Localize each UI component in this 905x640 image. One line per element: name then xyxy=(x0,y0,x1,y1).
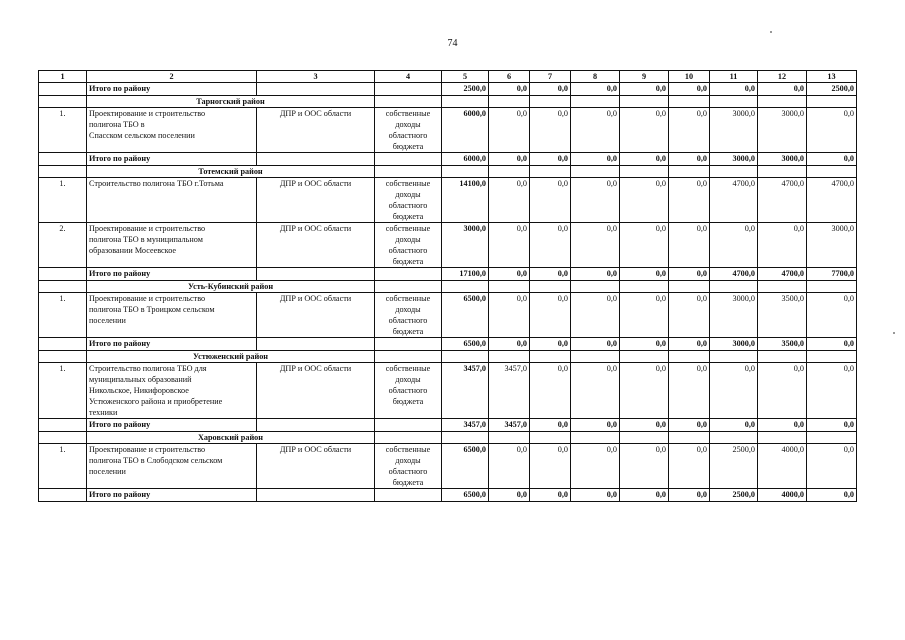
item-description-line: Проектирование и строительство xyxy=(89,294,206,303)
total-value: 2500,0 xyxy=(807,83,857,96)
item-value: 6500,0 xyxy=(442,293,489,338)
item-value: 0,0 xyxy=(489,293,530,338)
empty-cell xyxy=(530,166,571,178)
column-header: 11 xyxy=(710,71,758,83)
item-value: 0,0 xyxy=(620,223,669,268)
item-description-line: полигона ТБО в xyxy=(89,120,145,129)
item-funding-line: бюджета xyxy=(392,142,424,151)
empty-cell xyxy=(571,351,620,363)
item-row xyxy=(39,223,857,268)
item-value: 0,0 xyxy=(530,293,571,338)
district-total-row xyxy=(39,268,857,281)
item-number: 1. xyxy=(39,108,87,153)
total-value: 0,0 xyxy=(620,153,669,166)
item-value: 0,0 xyxy=(669,363,710,419)
item-value: 0,0 xyxy=(489,178,530,223)
total-value: 0,0 xyxy=(669,83,710,96)
item-number: 1. xyxy=(39,178,87,223)
total-label: Итого по району xyxy=(87,489,257,502)
item-value: 0,0 xyxy=(530,178,571,223)
total-label: Итого по району xyxy=(87,419,257,432)
item-value: 0,0 xyxy=(489,444,530,489)
item-funding-line: доходы xyxy=(395,305,421,314)
item-funding-line: областного xyxy=(388,201,428,210)
item-description-line: поселении xyxy=(89,316,126,325)
total-value: 0,0 xyxy=(758,83,807,96)
item-funding-line: областного xyxy=(388,246,428,255)
item-description-line: полигона ТБО в Троицком сельском xyxy=(89,305,215,314)
empty-cell xyxy=(669,166,710,178)
empty-cell xyxy=(758,96,807,108)
total-value: 0,0 xyxy=(710,83,758,96)
item-funding-line: областного xyxy=(388,316,428,325)
district-name: Тарногский район xyxy=(87,96,375,108)
item-value: 0,0 xyxy=(620,108,669,153)
page-number: 74 xyxy=(447,38,458,49)
empty-cell xyxy=(375,338,442,351)
item-value: 0,0 xyxy=(530,363,571,419)
total-label: Итого по району xyxy=(87,338,257,351)
empty-cell xyxy=(375,419,442,432)
item-value: 3000,0 xyxy=(442,223,489,268)
total-value: 0,0 xyxy=(669,489,710,502)
item-row xyxy=(39,178,857,223)
item-description-line: Проектирование и строительство xyxy=(89,109,206,118)
empty-cell xyxy=(669,96,710,108)
empty-cell xyxy=(442,281,489,293)
total-value: 0,0 xyxy=(620,489,669,502)
empty-cell xyxy=(620,166,669,178)
total-value: 0,0 xyxy=(489,153,530,166)
item-value: 0,0 xyxy=(669,223,710,268)
total-value: 0,0 xyxy=(530,489,571,502)
empty-cell xyxy=(489,166,530,178)
item-funding-line: доходы xyxy=(395,190,421,199)
district-total-row xyxy=(39,489,857,502)
item-value: 0,0 xyxy=(669,108,710,153)
total-value: 0,0 xyxy=(530,338,571,351)
item-funding-line: бюджета xyxy=(392,327,424,336)
item-value: 0,0 xyxy=(571,178,620,223)
item-executor: ДПР и ООС области xyxy=(257,293,375,338)
column-header: 10 xyxy=(669,71,710,83)
total-value: 3457,0 xyxy=(489,419,530,432)
item-funding-line: собственные xyxy=(385,445,431,454)
item-executor: ДПР и ООС области xyxy=(257,363,375,419)
column-header: 1 xyxy=(39,71,87,83)
total-value: 0,0 xyxy=(710,419,758,432)
item-funding-line: собственные xyxy=(385,109,431,118)
item-funding-line: собственные xyxy=(385,294,431,303)
empty-cell xyxy=(39,268,87,281)
total-value: 3000,0 xyxy=(710,153,758,166)
item-value: 0,0 xyxy=(669,444,710,489)
item-value: 0,0 xyxy=(620,178,669,223)
item-funding-source xyxy=(375,178,442,223)
empty-cell xyxy=(758,432,807,444)
total-value: 0,0 xyxy=(758,419,807,432)
item-value: 2500,0 xyxy=(710,444,758,489)
total-value: 3000,0 xyxy=(758,153,807,166)
item-executor: ДПР и ООС области xyxy=(257,108,375,153)
total-value: 0,0 xyxy=(669,153,710,166)
item-executor: ДПР и ООС области xyxy=(257,178,375,223)
item-value: 6500,0 xyxy=(442,444,489,489)
item-funding-line: собственные xyxy=(385,224,431,233)
item-executor: ДПР и ООС области xyxy=(257,223,375,268)
item-description-line: поселении xyxy=(89,467,126,476)
empty-cell xyxy=(530,281,571,293)
total-row xyxy=(39,83,857,96)
empty-cell xyxy=(710,351,758,363)
item-value: 0,0 xyxy=(571,293,620,338)
column-header: 2 xyxy=(87,71,257,83)
item-funding-line: областного xyxy=(388,467,428,476)
item-description xyxy=(87,444,257,489)
total-value: 4000,0 xyxy=(758,489,807,502)
item-value: 3000,0 xyxy=(710,108,758,153)
item-description-line: Никольское, Никифоровское xyxy=(89,386,189,395)
item-value: 4000,0 xyxy=(758,444,807,489)
item-funding-line: доходы xyxy=(395,375,421,384)
total-value: 6000,0 xyxy=(442,153,489,166)
item-number: 1. xyxy=(39,293,87,338)
column-header: 9 xyxy=(620,71,669,83)
district-row xyxy=(39,166,857,178)
total-value: 0,0 xyxy=(530,153,571,166)
item-value: 0,0 xyxy=(669,178,710,223)
item-description-line: Проектирование и строительство xyxy=(89,445,206,454)
total-value: 0,0 xyxy=(489,268,530,281)
item-value: 0,0 xyxy=(489,108,530,153)
item-description-line: техники xyxy=(89,408,118,417)
total-value: 3457,0 xyxy=(442,419,489,432)
empty-cell xyxy=(375,281,442,293)
total-value: 3500,0 xyxy=(758,338,807,351)
empty-cell xyxy=(39,153,87,166)
item-executor: ДПР и ООС области xyxy=(257,444,375,489)
total-value: 0,0 xyxy=(620,338,669,351)
total-value: 0,0 xyxy=(807,338,857,351)
item-value: 3500,0 xyxy=(758,293,807,338)
total-value: 0,0 xyxy=(669,419,710,432)
district-total-row xyxy=(39,338,857,351)
item-value: 0,0 xyxy=(710,363,758,419)
empty-cell xyxy=(39,166,87,178)
item-value: 3000,0 xyxy=(758,108,807,153)
empty-cell xyxy=(375,96,442,108)
column-header: 12 xyxy=(758,71,807,83)
total-value: 0,0 xyxy=(571,419,620,432)
empty-cell xyxy=(571,281,620,293)
item-funding-line: бюджета xyxy=(392,257,424,266)
item-description-line: Строительство полигона ТБО для xyxy=(89,364,207,373)
item-value: 0,0 xyxy=(669,293,710,338)
item-row xyxy=(39,108,857,153)
district-row xyxy=(39,351,857,363)
total-value: 0,0 xyxy=(571,83,620,96)
empty-cell xyxy=(39,489,87,502)
item-funding-source xyxy=(375,363,442,419)
empty-cell xyxy=(571,96,620,108)
empty-cell xyxy=(710,96,758,108)
empty-cell xyxy=(669,281,710,293)
item-value: 0,0 xyxy=(571,223,620,268)
total-value: 0,0 xyxy=(571,153,620,166)
empty-cell xyxy=(489,432,530,444)
total-value: 0,0 xyxy=(669,338,710,351)
empty-cell xyxy=(530,432,571,444)
empty-cell xyxy=(807,96,857,108)
total-value: 0,0 xyxy=(669,268,710,281)
total-value: 3000,0 xyxy=(710,338,758,351)
item-funding-line: бюджета xyxy=(392,212,424,221)
item-value: 3457,0 xyxy=(442,363,489,419)
item-number: 2. xyxy=(39,223,87,268)
empty-cell xyxy=(39,419,87,432)
total-value: 0,0 xyxy=(489,338,530,351)
total-value: 0,0 xyxy=(807,419,857,432)
item-funding-line: областного xyxy=(388,386,428,395)
total-value: 0,0 xyxy=(571,268,620,281)
item-funding-source xyxy=(375,108,442,153)
empty-cell xyxy=(489,281,530,293)
item-value: 0,0 xyxy=(807,363,857,419)
column-header: 5 xyxy=(442,71,489,83)
empty-cell xyxy=(39,338,87,351)
total-value: 0,0 xyxy=(530,83,571,96)
empty-cell xyxy=(807,281,857,293)
total-value: 0,0 xyxy=(807,153,857,166)
empty-cell xyxy=(758,166,807,178)
empty-cell xyxy=(39,432,87,444)
empty-cell xyxy=(807,351,857,363)
total-value: 4700,0 xyxy=(710,268,758,281)
item-value: 0,0 xyxy=(620,363,669,419)
district-name: Тотемский район xyxy=(87,166,375,178)
total-value: 0,0 xyxy=(571,489,620,502)
item-value: 4700,0 xyxy=(807,178,857,223)
empty-cell xyxy=(710,166,758,178)
empty-cell xyxy=(710,281,758,293)
total-value: 0,0 xyxy=(530,419,571,432)
empty-cell xyxy=(669,432,710,444)
item-value: 14100,0 xyxy=(442,178,489,223)
item-row xyxy=(39,293,857,338)
total-value: 0,0 xyxy=(807,489,857,502)
empty-cell xyxy=(39,96,87,108)
item-description-line: Спасском сельском поселении xyxy=(89,131,195,140)
empty-cell xyxy=(375,489,442,502)
empty-cell xyxy=(257,268,375,281)
empty-cell xyxy=(375,153,442,166)
total-value: 17100,0 xyxy=(442,268,489,281)
total-value: 6500,0 xyxy=(442,489,489,502)
total-label: Итого по району xyxy=(87,153,257,166)
item-value: 0,0 xyxy=(571,444,620,489)
item-funding-source xyxy=(375,444,442,489)
empty-cell xyxy=(375,166,442,178)
empty-cell xyxy=(375,83,442,96)
item-value: 0,0 xyxy=(620,444,669,489)
item-description-line: Устюженского района и приобретение xyxy=(89,397,223,406)
empty-cell xyxy=(620,96,669,108)
item-value: 3457,0 xyxy=(489,363,530,419)
item-value: 0,0 xyxy=(807,444,857,489)
scan-speck xyxy=(893,332,895,334)
item-value: 0,0 xyxy=(807,293,857,338)
column-header: 7 xyxy=(530,71,571,83)
item-description-line: полигона ТБО в муниципальном xyxy=(89,235,203,244)
empty-cell xyxy=(807,432,857,444)
item-number: 1. xyxy=(39,444,87,489)
item-value: 0,0 xyxy=(620,293,669,338)
empty-cell xyxy=(489,96,530,108)
item-description-line: муниципальных образований xyxy=(89,375,192,384)
empty-cell xyxy=(530,96,571,108)
district-row xyxy=(39,96,857,108)
item-description-line: Строительство полигона ТБО г.Тотьма xyxy=(89,179,224,188)
empty-cell xyxy=(375,351,442,363)
item-value: 0,0 xyxy=(530,444,571,489)
item-description-line: полигона ТБО в Слободском сельском xyxy=(89,456,223,465)
column-header: 13 xyxy=(807,71,857,83)
total-value: 0,0 xyxy=(489,489,530,502)
district-row xyxy=(39,432,857,444)
empty-cell xyxy=(257,153,375,166)
item-funding-line: доходы xyxy=(395,456,421,465)
column-header: 8 xyxy=(571,71,620,83)
empty-cell xyxy=(620,432,669,444)
total-label: Итого по району xyxy=(87,83,257,96)
item-description xyxy=(87,293,257,338)
empty-cell xyxy=(442,432,489,444)
item-value: 0,0 xyxy=(571,363,620,419)
total-value: 0,0 xyxy=(620,419,669,432)
empty-cell xyxy=(530,351,571,363)
total-value: 0,0 xyxy=(620,268,669,281)
item-value: 3000,0 xyxy=(710,293,758,338)
item-funding-line: собственные xyxy=(385,364,431,373)
empty-cell xyxy=(758,351,807,363)
item-description-line: Проектирование и строительство xyxy=(89,224,206,233)
item-description-line: образовании Мосеевское xyxy=(89,246,177,255)
item-value: 0,0 xyxy=(758,363,807,419)
item-value: 0,0 xyxy=(530,223,571,268)
empty-cell xyxy=(39,83,87,96)
empty-cell xyxy=(620,281,669,293)
item-funding-line: областного xyxy=(388,131,428,140)
item-funding-line: бюджета xyxy=(392,478,424,487)
column-header: 4 xyxy=(375,71,442,83)
total-value: 0,0 xyxy=(620,83,669,96)
empty-cell xyxy=(571,432,620,444)
item-number: 1. xyxy=(39,363,87,419)
district-row xyxy=(39,281,857,293)
scan-speck xyxy=(770,31,772,33)
district-name: Усть-Кубинский район xyxy=(87,281,375,293)
item-funding-line: собственные xyxy=(385,179,431,188)
item-value: 4700,0 xyxy=(710,178,758,223)
empty-cell xyxy=(39,281,87,293)
budget-table xyxy=(38,70,857,502)
empty-cell xyxy=(710,432,758,444)
total-value: 4700,0 xyxy=(758,268,807,281)
item-description xyxy=(87,363,257,419)
item-description xyxy=(87,108,257,153)
item-funding-line: доходы xyxy=(395,120,421,129)
item-value: 0,0 xyxy=(530,108,571,153)
district-total-row xyxy=(39,153,857,166)
item-description xyxy=(87,223,257,268)
item-funding-line: бюджета xyxy=(392,397,424,406)
total-value: 0,0 xyxy=(489,83,530,96)
item-value: 4700,0 xyxy=(758,178,807,223)
empty-cell xyxy=(442,351,489,363)
item-row xyxy=(39,444,857,489)
empty-cell xyxy=(442,166,489,178)
empty-cell xyxy=(257,419,375,432)
header-row xyxy=(39,71,857,83)
item-value: 3000,0 xyxy=(807,223,857,268)
total-value: 2500,0 xyxy=(442,83,489,96)
item-description xyxy=(87,178,257,223)
empty-cell xyxy=(758,281,807,293)
district-name: Устюженский район xyxy=(87,351,375,363)
total-value: 0,0 xyxy=(530,268,571,281)
empty-cell xyxy=(442,96,489,108)
empty-cell xyxy=(669,351,710,363)
empty-cell xyxy=(489,351,530,363)
item-value: 0,0 xyxy=(758,223,807,268)
empty-cell xyxy=(257,489,375,502)
total-value: 0,0 xyxy=(571,338,620,351)
empty-cell xyxy=(375,432,442,444)
item-value: 0,0 xyxy=(710,223,758,268)
total-value: 7700,0 xyxy=(807,268,857,281)
item-funding-source xyxy=(375,293,442,338)
total-value: 6500,0 xyxy=(442,338,489,351)
total-value: 2500,0 xyxy=(710,489,758,502)
empty-cell xyxy=(39,351,87,363)
item-value: 0,0 xyxy=(807,108,857,153)
empty-cell xyxy=(571,166,620,178)
district-total-row xyxy=(39,419,857,432)
column-header: 3 xyxy=(257,71,375,83)
empty-cell xyxy=(257,338,375,351)
item-value: 6000,0 xyxy=(442,108,489,153)
item-value: 0,0 xyxy=(571,108,620,153)
item-value: 0,0 xyxy=(489,223,530,268)
empty-cell xyxy=(257,83,375,96)
empty-cell xyxy=(375,268,442,281)
item-row xyxy=(39,363,857,419)
empty-cell xyxy=(807,166,857,178)
empty-cell xyxy=(620,351,669,363)
item-funding-line: доходы xyxy=(395,235,421,244)
district-name: Харовский район xyxy=(87,432,375,444)
total-label: Итого по району xyxy=(87,268,257,281)
column-header: 6 xyxy=(489,71,530,83)
item-funding-source xyxy=(375,223,442,268)
